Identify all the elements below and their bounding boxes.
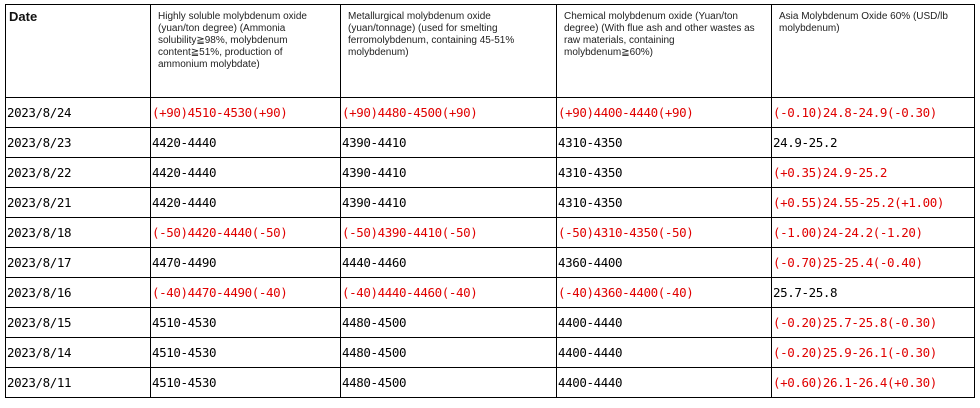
molybdenum-price-table <box>5 4 975 398</box>
chemical-cell: 4400-4440 <box>557 368 772 398</box>
metallurgical-cell: (-40)4440-4460(-40) <box>341 278 557 308</box>
highly-soluble-cell: (-40)4470-4490(-40) <box>151 278 341 308</box>
table-row <box>6 128 975 158</box>
metallurgical-cell: 4390-4410 <box>341 128 557 158</box>
date-cell: 2023/8/16 <box>6 278 151 308</box>
date-cell: 2023/8/23 <box>6 128 151 158</box>
header-row <box>6 5 975 98</box>
highly-soluble-cell: 4420-4440 <box>151 188 341 218</box>
chemical-cell: 4310-4350 <box>557 128 772 158</box>
highly-soluble-cell: 4420-4440 <box>151 128 341 158</box>
chemical-cell: 4400-4440 <box>557 308 772 338</box>
asia-oxide-cell: (+0.35)24.9-25.2 <box>772 158 975 188</box>
highly-soluble-cell: 4510-4530 <box>151 338 341 368</box>
chemical-cell: 4310-4350 <box>557 158 772 188</box>
asia-oxide-cell: (-1.00)24-24.2(-1.20) <box>772 218 975 248</box>
asia-oxide-cell: (-0.20)25.9-26.1(-0.30) <box>772 338 975 368</box>
table-row <box>6 278 975 308</box>
date-cell: 2023/8/14 <box>6 338 151 368</box>
table-row <box>6 308 975 338</box>
highly-soluble-cell: (-50)4420-4440(-50) <box>151 218 341 248</box>
chemical-cell: (+90)4400-4440(+90) <box>557 98 772 128</box>
metallurgical-cell: 4390-4410 <box>341 158 557 188</box>
chemical-cell: (-40)4360-4400(-40) <box>557 278 772 308</box>
highly-soluble-cell: 4470-4490 <box>151 248 341 278</box>
date-cell: 2023/8/18 <box>6 218 151 248</box>
chemical-cell: 4400-4440 <box>557 338 772 368</box>
highly-soluble-cell: 4510-4530 <box>151 308 341 338</box>
date-cell: 2023/8/15 <box>6 308 151 338</box>
table-row <box>6 98 975 128</box>
table-row <box>6 368 975 398</box>
header-metallurgical-oxide: Metallurgical molybdenum oxide (yuan/tonnage) (used for smelting ferromolybdenum, containing 45-51% molybdenum) <box>341 5 557 98</box>
date-cell: 2023/8/11 <box>6 368 151 398</box>
asia-oxide-cell: 25.7-25.8 <box>772 278 975 308</box>
metallurgical-cell: 4480-4500 <box>341 368 557 398</box>
table-row <box>6 218 975 248</box>
date-cell: 2023/8/21 <box>6 188 151 218</box>
highly-soluble-cell: 4510-4530 <box>151 368 341 398</box>
header-highly-soluble-oxide: Highly soluble molybdenum oxide (yuan/ton degree) (Ammonia solubility≧98%, molybdenum content≧51%, production of ammonium molybdate) <box>151 5 341 98</box>
metallurgical-cell: 4480-4500 <box>341 338 557 368</box>
chemical-cell: (-50)4310-4350(-50) <box>557 218 772 248</box>
chemical-cell: 4310-4350 <box>557 188 772 218</box>
table-row <box>6 338 975 368</box>
date-cell: 2023/8/17 <box>6 248 151 278</box>
table-row <box>6 248 975 278</box>
highly-soluble-cell: (+90)4510-4530(+90) <box>151 98 341 128</box>
asia-oxide-cell: (-0.20)25.7-25.8(-0.30) <box>772 308 975 338</box>
asia-oxide-cell: (-0.10)24.8-24.9(-0.30) <box>772 98 975 128</box>
asia-oxide-cell: (+0.55)24.55-25.2(+1.00) <box>772 188 975 218</box>
metallurgical-cell: 4390-4410 <box>341 188 557 218</box>
metallurgical-cell: (+90)4480-4500(+90) <box>341 98 557 128</box>
date-cell: 2023/8/24 <box>6 98 151 128</box>
header-date: Date <box>6 5 151 98</box>
highly-soluble-cell: 4420-4440 <box>151 158 341 188</box>
header-asia-oxide: Asia Molybdenum Oxide 60% (USD/lb molybdenum) <box>772 5 975 98</box>
table-row <box>6 158 975 188</box>
metallurgical-cell: 4440-4460 <box>341 248 557 278</box>
table-row <box>6 188 975 218</box>
asia-oxide-cell: (-0.70)25-25.4(-0.40) <box>772 248 975 278</box>
asia-oxide-cell: 24.9-25.2 <box>772 128 975 158</box>
header-chemical-oxide: Chemical molybdenum oxide (Yuan/ton degree) (With flue ash and other wastes as raw materials, containing molybdenum≧60%) <box>557 5 772 98</box>
chemical-cell: 4360-4400 <box>557 248 772 278</box>
metallurgical-cell: (-50)4390-4410(-50) <box>341 218 557 248</box>
asia-oxide-cell: (+0.60)26.1-26.4(+0.30) <box>772 368 975 398</box>
metallurgical-cell: 4480-4500 <box>341 308 557 338</box>
date-cell: 2023/8/22 <box>6 158 151 188</box>
